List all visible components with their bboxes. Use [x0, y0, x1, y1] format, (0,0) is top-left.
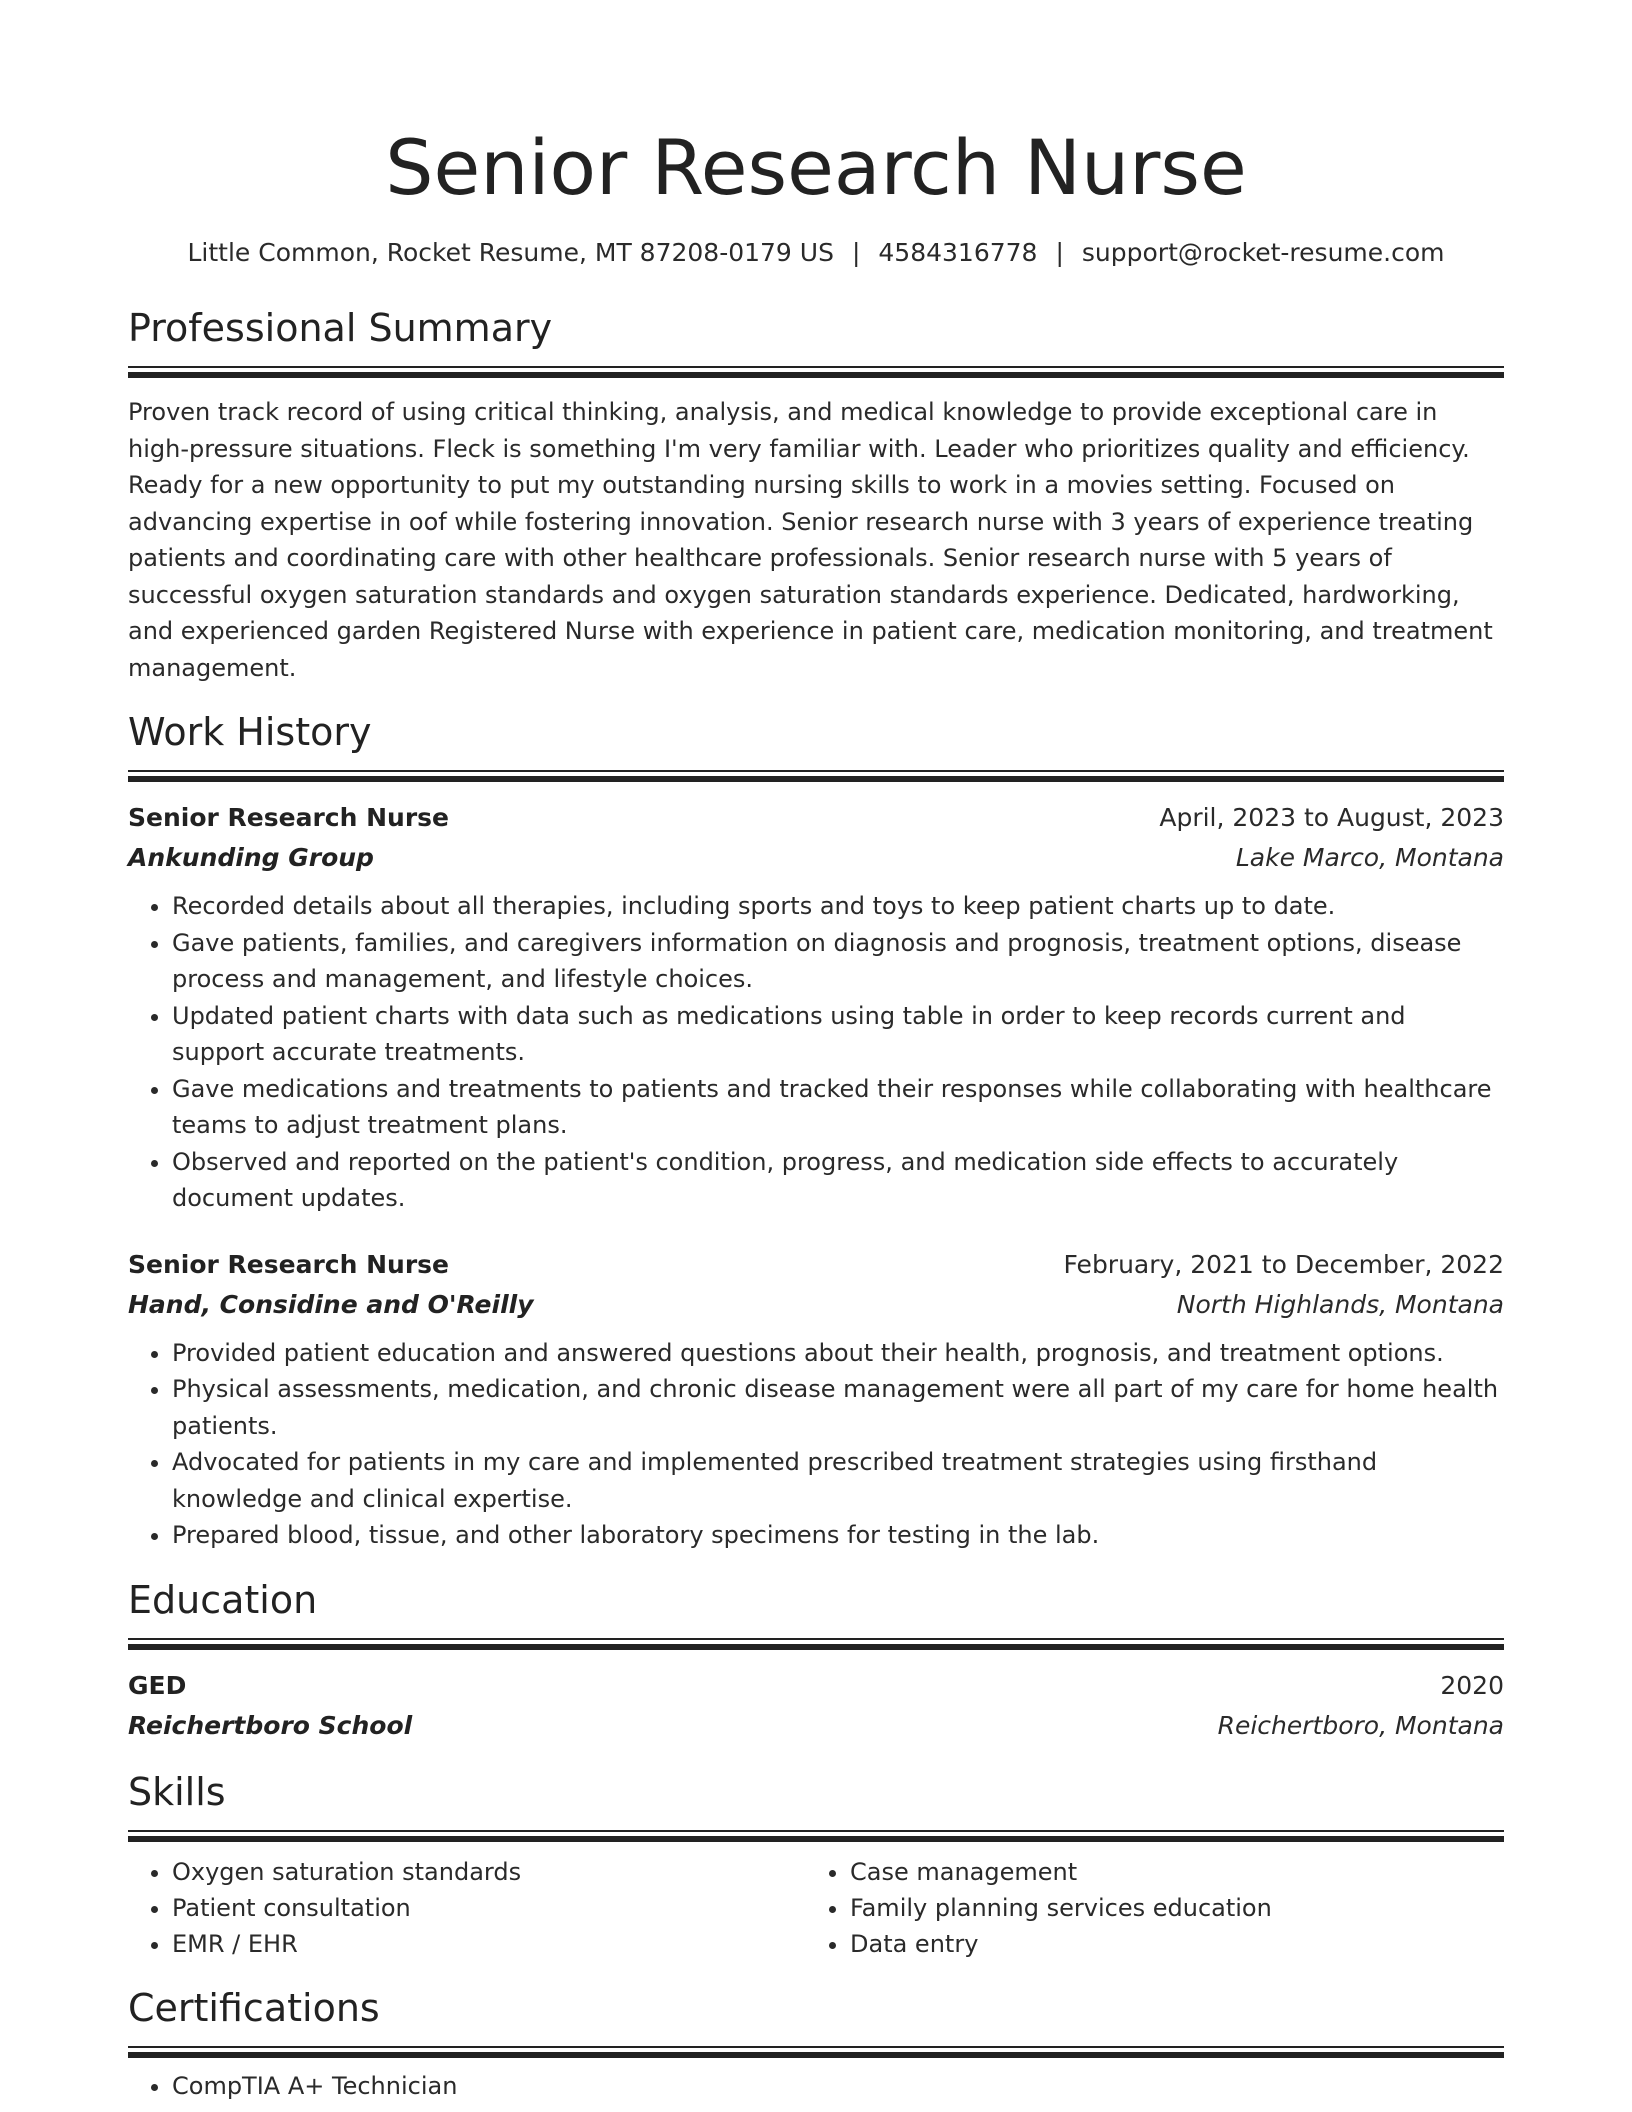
job-dates: April, 2023 to August, 2023	[1159, 803, 1504, 832]
job-entry	[128, 1245, 1504, 1554]
job-bullet: • Gave patients, families, and caregivers information on diagnosis and prognosis, treatment options, disease process and management, and lifestyle choices.	[172, 925, 1504, 998]
skill-item: • Data entry	[850, 1926, 1484, 1962]
contact-address: Little Common, Rocket Resume, MT 87208-0179 US	[187, 238, 834, 267]
section-heading-work-history: Work History	[128, 710, 372, 754]
skills-column-left	[128, 1854, 806, 1962]
section-divider	[128, 1638, 1504, 1650]
resume-title: Senior Research Nurse	[385, 123, 1247, 212]
job-bullets	[128, 888, 1504, 1217]
section-heading-summary: Professional Summary	[128, 306, 553, 350]
job-bullet: • Physical assessments, medication, and chronic disease management were all part of my care for home health patients.	[172, 1371, 1504, 1444]
education-location: Reichertboro, Montana	[1217, 1710, 1504, 1740]
education-school: Reichertboro School	[128, 1710, 413, 1740]
section-heading-education: Education	[128, 1577, 318, 1622]
resume-page	[128, 0, 1504, 2104]
skills-section	[128, 1768, 1504, 1962]
education-school-row	[128, 1706, 1504, 1746]
job-bullets	[128, 1335, 1504, 1554]
skill-item: • Family planning services education	[850, 1890, 1484, 1926]
job-header-row	[128, 798, 1504, 838]
contact-separator: |	[1055, 238, 1064, 267]
skill-item: • Oxygen saturation standards	[172, 1854, 806, 1890]
skills-column-right	[806, 1854, 1484, 1962]
certifications-list	[128, 2068, 1504, 2105]
job-company: Ankunding Group	[128, 843, 374, 872]
contact-email: support@rocket-resume.com	[1081, 238, 1445, 267]
job-bullet: • Updated patient charts with data such as medications using table in order to keep records current and support accurate treatments.	[172, 998, 1504, 1071]
section-heading-certifications: Certifications	[128, 1985, 380, 2030]
section-divider	[128, 366, 1504, 378]
job-title: Senior Research Nurse	[128, 803, 449, 832]
section-heading-skills: Skills	[128, 1769, 226, 1814]
education-degree: GED	[128, 1670, 187, 1700]
job-header-row	[128, 1245, 1504, 1285]
section-divider	[128, 2046, 1504, 2058]
section-divider	[128, 1830, 1504, 1842]
skill-item: • Patient consultation	[172, 1890, 806, 1926]
job-bullet: • Observed and reported on the patient's condition, progress, and medication side effects to accurately document updates.	[172, 1144, 1504, 1217]
summary-section	[128, 304, 1504, 686]
job-location: Lake Marco, Montana	[1235, 843, 1504, 872]
certification-item: • CompTIA A+ Technician	[172, 2068, 1504, 2105]
job-bullet: • Gave medications and treatments to patients and tracked their responses while collaborating with healthcare teams to adjust treatment plans.	[172, 1071, 1504, 1144]
job-bullet: • Advocated for patients in my care and implemented prescribed treatment strategies using firsthand knowledge and clinical expertise.	[172, 1444, 1504, 1517]
job-dates: February, 2021 to December, 2022	[1063, 1249, 1504, 1279]
certifications-section	[128, 1984, 1504, 2105]
skill-item: • Case management	[850, 1854, 1484, 1890]
job-company-row	[128, 838, 1504, 878]
education-entry	[128, 1666, 1504, 1746]
job-bullet: • Prepared blood, tissue, and other laboratory specimens for testing in the lab.	[172, 1517, 1504, 1554]
job-company-row	[128, 1285, 1504, 1325]
skill-item: • EMR / EHR	[172, 1926, 806, 1962]
job-company: Hand, Considine and O'Reilly	[128, 1289, 534, 1319]
job-location: North Highlands, Montana	[1176, 1289, 1504, 1319]
work-history-section	[128, 708, 1504, 1554]
education-header-row	[128, 1666, 1504, 1706]
job-bullet: • Provided patient education and answered questions about their health, prognosis, and treatment options.	[172, 1335, 1504, 1372]
section-divider	[128, 770, 1504, 782]
job-entry	[128, 798, 1504, 1217]
contact-separator: |	[851, 238, 861, 267]
job-bullet: • Recorded details about all therapies, including sports and toys to keep patient charts up to date.	[172, 888, 1504, 925]
skills-grid	[128, 1854, 1504, 1962]
contact-line	[128, 236, 1504, 270]
education-year: 2020	[1440, 1670, 1504, 1700]
summary-text: Proven track record of using critical thinking, analysis, and medical knowledge to provide exceptional care in high-pressure situations. Fleck is something I'm very familiar with. Leader who prioritizes quality and efficiency. Ready for a new opportunity to put my outstanding nursing skills to work in a movies setting. Focused on advancing expertise in oof while fostering innovation. Senior research nurse with 3 years of experience treating patients and coordinating care with other healthcare professionals. Senior research nurse with 5 years of successful oxygen saturation standards and oxygen saturation standards experience. Dedicated, hardworking, and experienced garden Registered Nurse with experience in patient care, medication monitoring, and treatment management.	[128, 398, 1493, 682]
education-section	[128, 1576, 1504, 1746]
job-title: Senior Research Nurse	[128, 1249, 449, 1279]
contact-phone: 4584316778	[878, 238, 1038, 267]
